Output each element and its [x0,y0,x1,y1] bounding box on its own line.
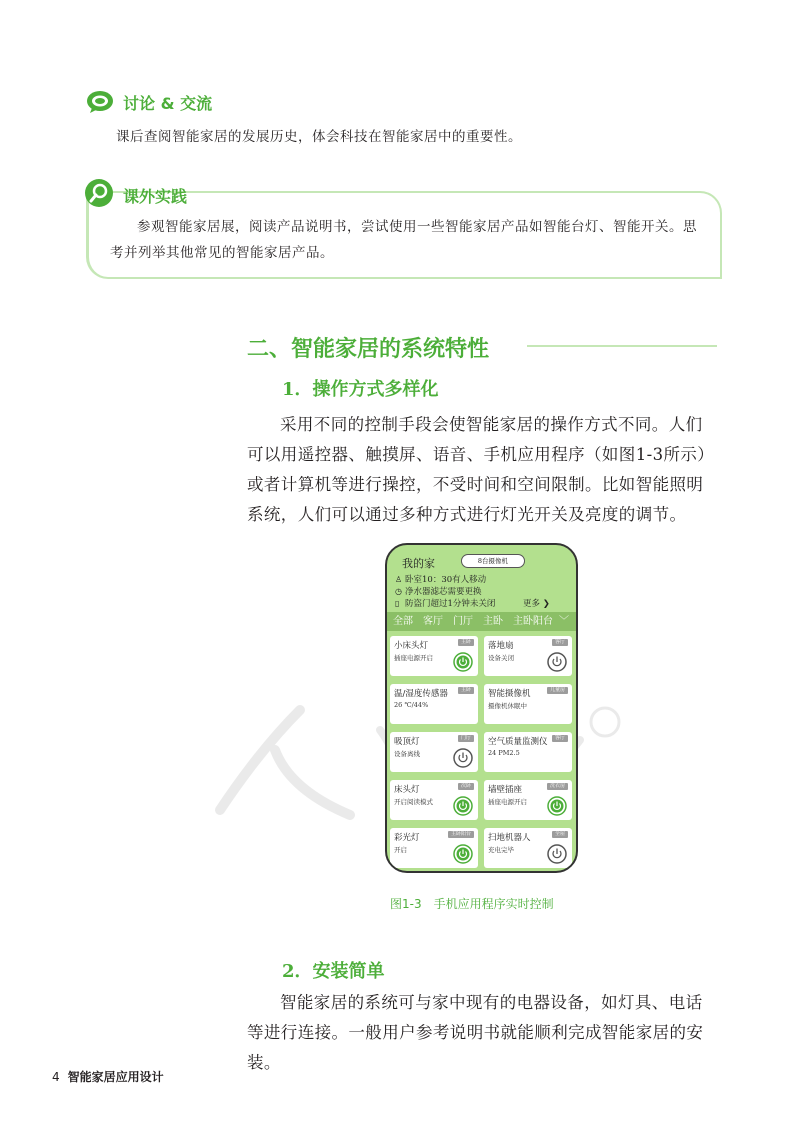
door-icon: ▯ [395,599,400,608]
device-name: 落地扇 [488,641,514,651]
tab-foyer: 门厅 [453,616,473,627]
chevron-down-icon: ﹀ [559,616,569,627]
home-label: 我的家 [402,557,435,570]
discussion-text: 课后查阅智能家居的发展历史，体会科技在智能家居中的重要性。 [116,129,522,145]
more-link [523,597,550,609]
device-status: 24 PM2.5 [488,749,520,757]
device-card [390,828,478,868]
room-tag: 主卧 [458,639,474,646]
device-card [484,828,572,868]
room-tag: 儿童房 [547,687,568,694]
room-tag: 主卧 [458,687,474,694]
device-card [484,636,572,676]
device-name: 床头灯 [394,785,420,795]
more-label: 更多 [523,599,541,609]
subheading-2: 2．安装简单 [282,961,385,982]
device-status: 开启 [394,846,407,854]
room-tag: 次卧 [458,783,474,790]
device-status: 设备离线 [394,750,420,758]
power-icon [453,652,473,672]
room-tabs [387,612,576,631]
device-card [390,732,478,772]
section-heading: 二、智能家居的系统特性 [247,337,490,362]
power-icon [453,844,473,864]
device-name: 彩光灯 [394,833,420,843]
power-icon [547,796,567,816]
alert-text: 防盗门超过1分钟未关闭 [405,599,496,609]
device-status: 摄像机休眠中 [488,702,527,710]
device-status: 开启阅读模式 [394,798,433,806]
phone-app-screenshot [385,543,578,873]
clock-icon: ◷ [395,587,402,596]
page-footer [52,1068,164,1085]
room-tag: 客厅 [552,735,568,742]
magnifier-icon [84,178,114,208]
practice-text: 参观智能家居展，阅读产品说明书，尝试使用一些智能家居产品如智能台灯、智能开关。思考并列举其他常见的智能家居产品。 [110,219,697,261]
figure-number: 图1-3 [390,897,422,911]
tab-master-bedroom: 主卧 [483,616,503,627]
device-name: 温/湿度传感器 [394,689,448,699]
device-name: 空气质量监测仪 [488,737,548,747]
device-status: 26 ℃/44% [394,701,429,709]
device-name: 墙壁插座 [488,785,523,795]
device-card [484,732,572,772]
camera-count-pill: 8台摄像机 [461,554,525,568]
device-name: 小床头灯 [394,641,429,651]
figure-caption-text: 手机应用程序实时控制 [433,897,554,911]
power-icon [453,748,473,768]
device-card [484,684,572,724]
paragraph-2: 智能家居的系统可与家中现有的电器设备，如灯具、电话等进行连接。一般用户参考说明书就能顺利完成智能家居的安装。 [247,993,704,1072]
power-icon [453,796,473,816]
room-tag: 门厅 [458,735,474,742]
alert-item [395,573,486,585]
device-card [390,780,478,820]
room-tag: 洗衣房 [547,783,568,790]
device-status: 插座电源开启 [394,654,433,662]
tab-all: 全部 [393,616,413,627]
alert-item [395,585,482,597]
device-name: 吸顶灯 [394,737,420,747]
device-card [390,636,478,676]
power-icon [547,652,567,672]
device-card [390,684,478,724]
figure-caption [390,895,554,912]
practice-title: 课外实践 [123,187,188,206]
power-icon [547,844,567,864]
discussion-title: 讨论 & 交流 [123,94,213,113]
tab-master-balcony: 主卧阳台 [513,616,553,627]
device-name: 智能摄像机 [488,689,531,699]
person-icon: ♙ [395,575,403,584]
alert-item [395,597,495,609]
book-title: 智能家居应用设计 [67,1070,164,1084]
speech-bubble-icon [86,90,114,114]
heading-rule [527,345,717,347]
device-name: 扫地机器人 [488,833,531,843]
device-card [484,780,572,820]
paragraph-1: 采用不同的控制手段会使智能家居的操作方式不同。人们可以用遥控器、触摸屏、语音、手机应用程序（如图1-3所示）或者计算机等进行操控，不受时间和空间限制。比如智能照明系统，人们可以通过多种方式进行灯光开关及亮度的调节。 [247,415,715,524]
page-number: 4 [52,1070,60,1084]
alert-text: 卧室10：30有人移动 [405,575,487,585]
room-tag: 主卧阳台 [448,831,474,838]
device-status: 设备关闭 [488,654,514,662]
room-tag: 客厅 [552,639,568,646]
device-status: 插座电源开启 [488,798,527,806]
chevron-right-icon: ❯ [542,599,550,609]
subheading-1: 1．操作方式多样化 [282,379,439,400]
tab-living-room: 客厅 [423,616,443,627]
alert-text: 净水器滤芯需要更换 [405,587,482,597]
device-status: 充电完毕 [488,846,514,854]
room-tag: 全屋 [552,831,568,838]
